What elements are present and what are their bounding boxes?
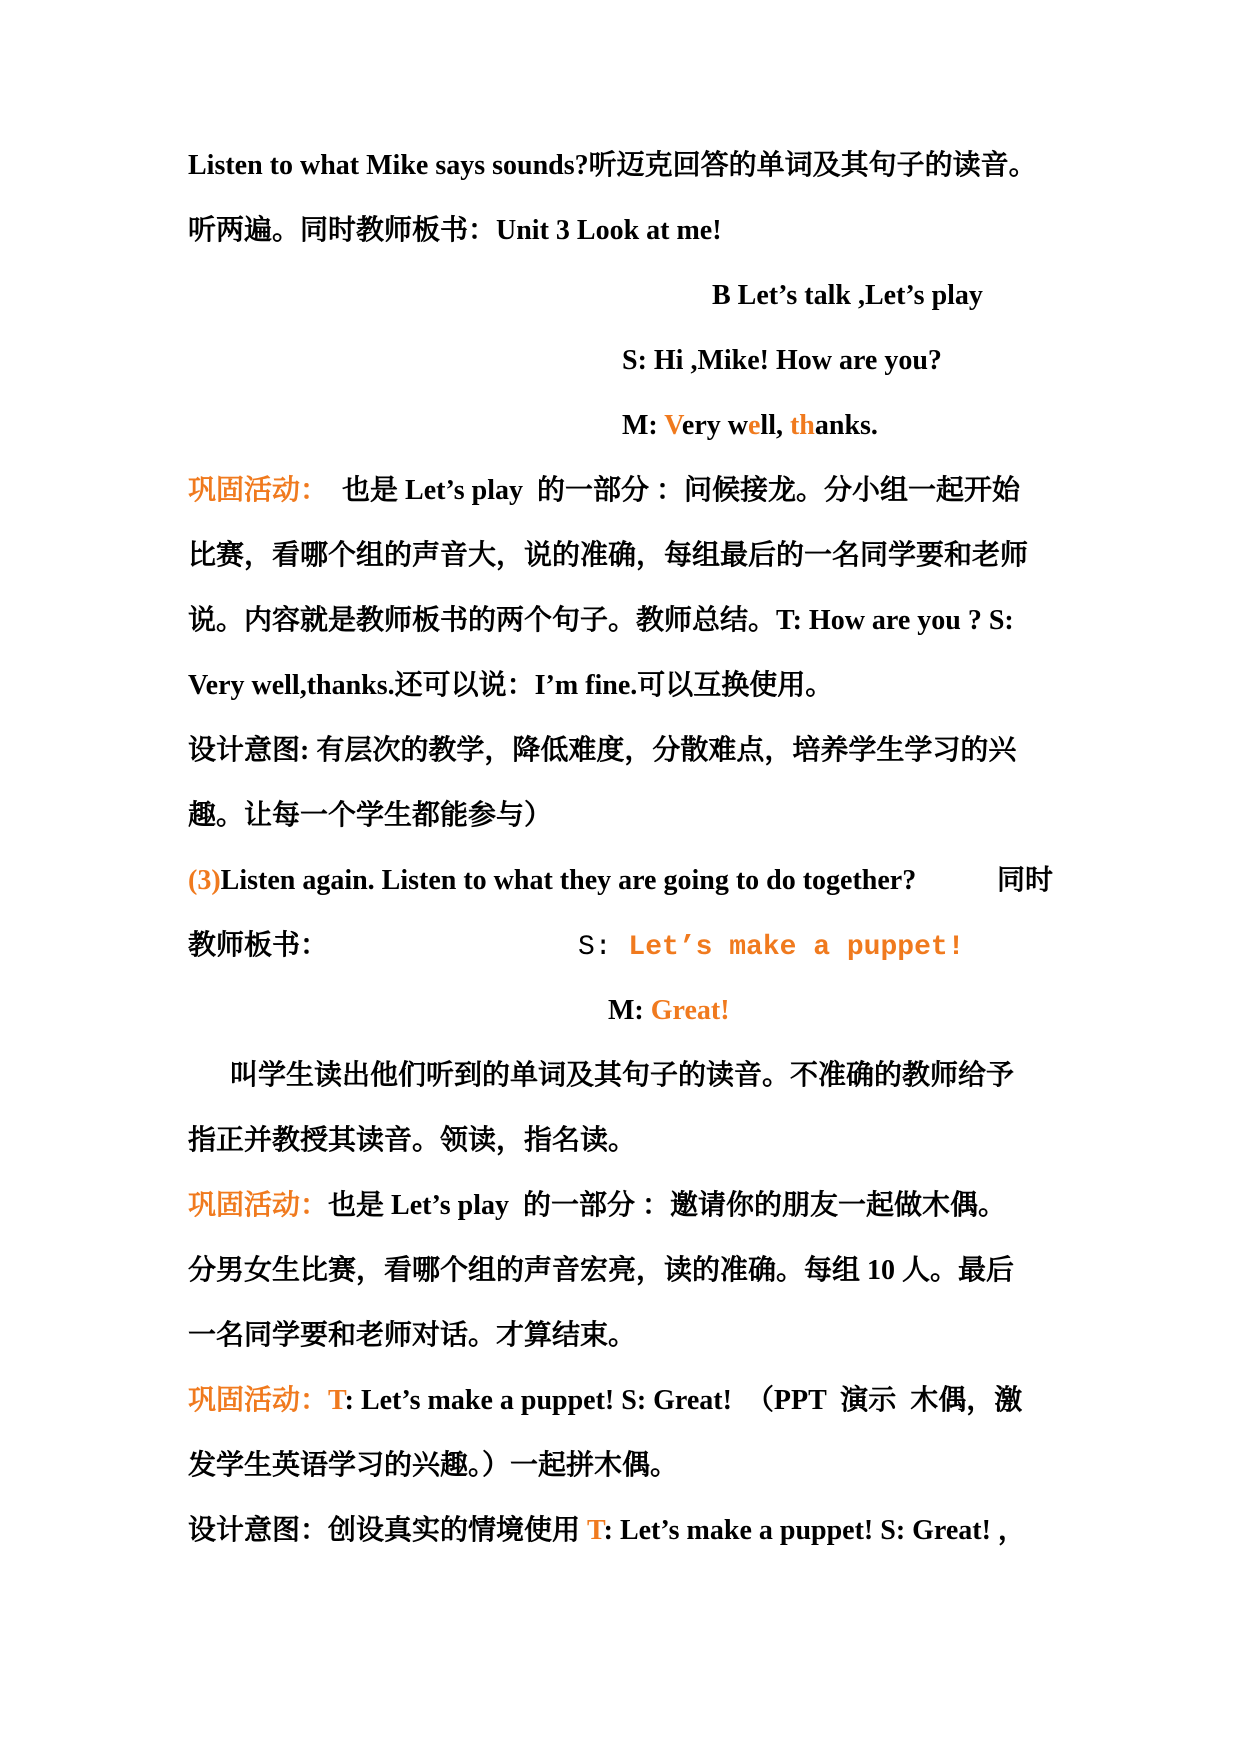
step-number: (3) [188, 865, 221, 896]
line-students-read: 叫学生读出他们听到的单词及其句子的读音。不准确的教师给予 [230, 1060, 1015, 1091]
board-very-well [622, 406, 878, 446]
design-intent-tail: : Let’s make a puppet! S: Great! ， [603, 1515, 1026, 1546]
highlight-v: V [664, 410, 682, 441]
speaker-m: M: [622, 410, 665, 441]
line-interest: 发学生英语学习的兴趣。）一起拼木偶。 [188, 1450, 679, 1481]
line-activity-3 [188, 1381, 1022, 1421]
highlight-great: Great! [650, 995, 730, 1026]
line-design-intent-1: 设计意图: 有层次的教学，降低难度，分散难点，培养学生学习的兴 [188, 735, 1017, 766]
line-very-well-thanks: Very well,thanks.还可以说：I’m fine.可以互换使用。 [188, 670, 834, 701]
line-activity-1 [188, 471, 1020, 511]
activity-text: 也是 Let’s play 的一部分 ：问候接龙。分小组一起开始 [328, 475, 1020, 506]
line-summary: 说。内容就是教师板书的两个句子。教师总结。T: How are you ? S: [188, 605, 1014, 636]
design-intent-text: 设计意图：创设真实的情境使用 [188, 1515, 588, 1546]
speaker-s: S: [578, 932, 629, 963]
line-board-label: 教师板书： [188, 930, 329, 961]
speaker-t: T [328, 1385, 345, 1416]
board-lets-talk: B Let’s talk ,Let’s play [712, 280, 983, 311]
activity-label: 巩固活动： [188, 475, 329, 506]
activity-label-3: 巩固活动： [188, 1385, 329, 1416]
line-boys-girls: 分男女生比赛，看哪个组的声音宏亮，读的准确。每组 10 人。最后 [188, 1255, 1015, 1286]
line-participate: 趣。让每一个学生都能参与） [188, 800, 553, 831]
activity-text-2: 也是 Let’s play 的一部分 ：邀请你的朋友一起做木偶。 [328, 1190, 1006, 1221]
activity-text-3: : Let’s make a puppet! S: Great! （PPT 演示 木偶，激 [344, 1385, 1023, 1416]
line-correct: 指正并教授其读音。领读，指名读。 [188, 1125, 637, 1156]
text-ll: ll, [760, 410, 790, 441]
board-hi-mike: S: Hi ,Mike! How are you? [622, 345, 942, 376]
board-lets-make [578, 926, 964, 968]
text-ery-w: ery w [681, 410, 748, 441]
text-anks: anks. [814, 410, 878, 441]
line-listen-mike: Listen to what Mike says sounds?听迈克回答的单词及其句子的读音。 [188, 150, 1037, 181]
speaker-t-2: T [587, 1515, 604, 1546]
line-design-intent-2 [188, 1511, 1026, 1551]
line-competition: 比赛，看哪个组的声音大，说的准确，每组最后的一名同学要和老师 [188, 540, 1029, 571]
highlight-e: e [747, 410, 761, 441]
line-dialogue-end: 一名同学要和老师对话。才算结束。 [188, 1320, 637, 1351]
board-great [608, 991, 730, 1031]
highlight-lets-make: Let’s make a puppet! [628, 932, 965, 963]
line-activity-2 [188, 1186, 1006, 1226]
line-same-time: 同时 [997, 865, 1054, 896]
highlight-th: th [789, 410, 815, 441]
line-listen-twice: 听两遍。同时教师板书：Unit 3 Look at me! [188, 215, 722, 246]
line-listen-again [188, 861, 916, 901]
activity-label-2: 巩固活动： [188, 1190, 329, 1221]
listen-again-text: Listen again. Listen to what they are going to do together? [220, 865, 917, 896]
speaker-m-2: M: [608, 995, 651, 1026]
